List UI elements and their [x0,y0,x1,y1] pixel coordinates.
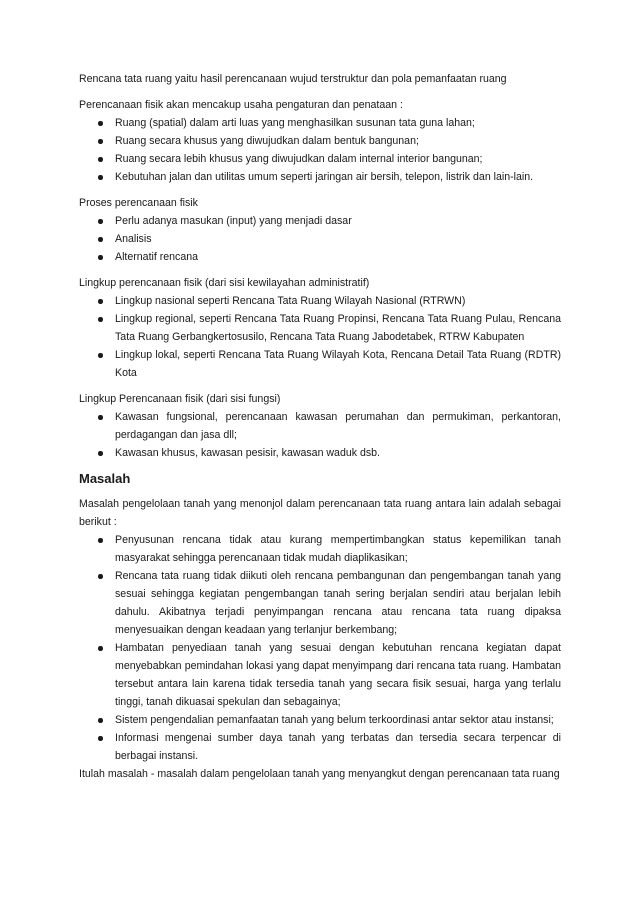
section-heading: Masalah [79,471,131,486]
document-page [79,70,561,783]
list-item: Ruang secara lebih khusus yang diwujudkan dalam internal interior bangunan; [79,150,561,168]
list-item: Alternatif rencana [79,248,561,266]
closing-paragraph: Itulah masalah - masalah dalam pengelolaan tanah yang menyangkut dengan perencanaan tata ruang [79,768,560,780]
list-item: Ruang secara khusus yang diwujudkan dalam bentuk bangunan; [79,132,561,150]
bullet-icon [98,415,103,420]
bullet-icon [98,353,103,358]
bullet-icon [98,317,103,322]
bullet-icon [98,646,103,651]
bullet-icon [98,139,103,144]
bullet-icon [98,299,103,304]
fisik-lead: Perencanaan fisik akan mencakup usaha pengaturan dan penataan : [79,99,403,111]
bullet-icon [98,175,103,180]
bullet-icon [98,121,103,126]
bullet-icon [98,574,103,579]
fisik-list [79,114,561,186]
proses-lead: Proses perencanaan fisik [79,197,198,209]
list-item: Perlu adanya masukan (input) yang menjadi dasar [79,212,561,230]
bullet-icon [98,237,103,242]
lingkup-admin-lead: Lingkup perencanaan fisik (dari sisi kewilayahan administratif) [79,277,370,289]
list-item: Analisis [79,230,561,248]
proses-list [79,212,561,266]
bullet-icon [98,255,103,260]
list-item: Sistem pengendalian pemanfaatan tanah yang belum terkoordinasi antar sektor atau instansi; [79,711,561,729]
bullet-icon [98,718,103,723]
list-item: Penyusunan rencana tidak atau kurang mempertimbangkan status kepemilikan tanah masyarakat sehingga perencanaan tidak mudah diaplikasikan; [79,531,561,567]
list-item: Kawasan fungsional, perencanaan kawasan perumahan dan permukiman, perkantoran, perdagangan dan jasa dll; [79,408,561,444]
list-item: Lingkup lokal, seperti Rencana Tata Ruang Wilayah Kota, Rencana Detail Tata Ruang (RDTR) Kota [79,346,561,382]
list-item: Lingkup nasional seperti Rencana Tata Ruang Wilayah Nasional (RTRWN) [79,292,561,310]
list-item: Ruang (spatial) dalam arti luas yang menghasilkan susunan tata guna lahan; [79,114,561,132]
bullet-icon [98,736,103,741]
list-item: Kawasan khusus, kawasan pesisir, kawasan waduk dsb. [79,444,561,462]
lingkup-admin-list [79,292,561,382]
masalah-list [79,531,561,765]
list-item: Informasi mengenai sumber daya tanah yang terbatas dan tersedia secara terpencar di berbagai instansi. [79,729,561,765]
bullet-icon [98,538,103,543]
list-item: Hambatan penyediaan tanah yang sesuai dengan kebutuhan rencana kegiatan dapat menyebabkan pemindahan lokasi yang dapat menyimpang dari rencana tata ruang. Hambatan tersebut antara lain karena tidak tersedia tanah yang secara fisik sesuai, harga yang terlalu tinggi, tanah dikuasai spekulan dan sebagainya; [79,639,561,711]
intro-paragraph: Rencana tata ruang yaitu hasil perencanaan wujud terstruktur dan pola pemanfaatan ruang [79,73,507,85]
list-item: Kebutuhan jalan dan utilitas umum seperti jaringan air bersih, telepon, listrik dan lain-lain. [79,168,561,186]
masalah-lead: Masalah pengelolaan tanah yang menonjol dalam perencanaan tata ruang antara lain adalah sebagai berikut : [79,498,561,528]
lingkup-fungsi-lead: Lingkup Perencanaan fisik (dari sisi fungsi) [79,393,281,405]
lingkup-fungsi-list [79,408,561,462]
bullet-icon [98,157,103,162]
list-item: Rencana tata ruang tidak diikuti oleh rencana pembangunan dan pengembangan tanah yang sesuai sehingga kegiatan pengembangan tanah sering berjalan sendiri atau berjalan lebih dahulu. Akibatnya terjadi penyimpangan rencana atau rencana tata ruang dipaksa menyesuaikan dengan keadaan yang terlanjur berkembang; [79,567,561,639]
bullet-icon [98,219,103,224]
list-item: Lingkup regional, seperti Rencana Tata Ruang Propinsi, Rencana Tata Ruang Pulau, Rencana Tata Ruang Gerbangkertosusilo, Rencana Tata Ruang Jabodetabek, RTRW Kabupaten [79,310,561,346]
bullet-icon [98,451,103,456]
